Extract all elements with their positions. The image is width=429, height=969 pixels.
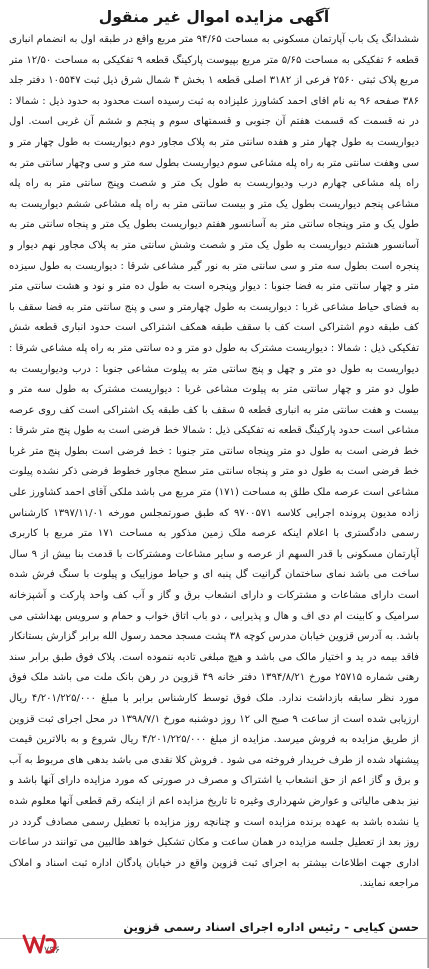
notice-title: آگهی مزایده اموال غیر منقول [98, 8, 330, 26]
page-edge-rule [427, 0, 428, 968]
notice-signature: حسن کیایی - رئیس اداره اجرای اسناد رسمی قزوین [123, 920, 419, 934]
notice-footer [0, 938, 428, 969]
notice-body: ششدانگ یک باب آپارتمان مسکونی به مساحت ۹۴/۶۵ متر مربع واقع در طبقه اول به انضمام انباری قطعه ۶ تفکیکی به مساحت ۵/۶۵ متر مربع بپیوست پارکینگ قطعه ۹ تفکیکی به مساحت ۱۲/۵۰ متر مربع پلاک ثبتی ۲۵۶۰ فرعی از ۳۱۸۲ اصلی قطعه ۱ بخش ۴ شمال شرق ذیل ثبت ۱۰۵۵۴۷ دفتر جلد ۳۸۶ صفحه ۹۶ به نام اقای احمد کشاورز علیزاده به ثبت رسیده است محدود به حدود ذیل : شمالا : در نه قسمت که قسمت هفتم آن جنوبی و قسمتهای سوم و پنجم و ششم آن غربی است. اول دیواریست به طول چهار متر و هفده سانتی متر به پلاک مجاور دوم دیواریست به طول چهار متر و سی وهفت سانتی متر به راه پله مشاعی سوم دیواریست بطول سه متر و سی وچهار سانتی متر به راه پله مشاعی چهارم درب ودیواریست به طول یک متر و شصت وپنج سانتی متر به راه پله مشاعی پنجم دیواریست بطول یک متر و بیست سانتی متر به راه پله مشاعی ششم دیواریست به طول یک و متر وپنجاه سانتی متر به آسانسور هفتم دیواریست بطول یک متر و پنجاه سانتی متر به آسانسور هشتم دیواریست به طول یک متر و شصت وشش سانتی متر به پلاک مجاور نهم دیوار و پنجره است بطول سه متر و سی سانتی متر به نور گیر مشاعی شرقا : دیواریست به طول سیزده متر و چهار سانتی متر به فضا جنوبا : دیوار وپنجره است به طول ده متر و نود و هشت سانتی متر به فضای حیاط مشاعی غربا : دیواریست به طول چهارمتر و سی و پنج سانتی متر به فضا سقف با کف طبقه دوم اشتراکی است کف با سقف طبقه همکف اشتراکی است حدود انباری قطعه شش تفکیکی ذیل : شمالا : دیواریست مشترک به طول دو متر و ده سانتی متر به راه پله مشاعی شرقا : دیواریست به طول دو متر و چهل و پنج سانتی متر به پیلوت مشاعی جنوبا : درب ودیواریست به طول دو متر و چهار سانتی متر به پیلوت مشاعی غربا : دیواریست مشترک به طول سه متر و بیست و هفت سانتی متر به انباری قطعه ۵ سقف با کف طبقه یک اشتراکی است کف روی عرصه مشاعی است حدود پارکینگ قطعه نه تفکیکی ذیل : شمالا خط فرضی است به طول پنج متر شرقا : خط فرضی است به طول دو متر وپنجاه سانتی متر جنوبا : خط فرضی است بطول پنج متر غربا خط فرضی است به طول دو متر و پنجاه سانتی متر سطح مجاور خطوط فرضی ذکر نشده پیلوت مشاعی است عرصه ملک طلق به مساحت (۱۷۱) متر مربع می باشد ملکی آقای احمد کشاورز علی زاده مدیون پرونده اجرایی کلاسه ۹۷۰۰۵۷۱ که طبق صورتمجلس مورخه ۱۳۹۷/۱۱/۰۱ کارشناس رسمی دادگستری با اعلام اینکه عرصه ملک زمین مذکور به مساحت ۱۷۱ متر مربع با کاربری آپارتمان مسکونی با قدر السهم از عرصه و سایر مشاعات ومشترکات با قدمت بنا بیش از ۹ سال ساخت می باشد نمای ساختمان گرانیت گل پنبه ای و حیاط موزاییک و پیلوت با سنگ فرش شده است دارای مشاعات و مشترکات و دارای انشعاب برق و گاز و آب کف واحد پارکت و آشپزخانه سرامیک و کابینت ام دی اف و هال و پذیرایی ، دو باب اتاق خواب و حمام و سرویس بهداشتی می باشد. به آدرس قزوین خیابان مدرس کوچه ۳۸ پشت مسجد محمد رسول الله برابر گزارش بستانکار فاقد بیمه در ید و اختیار مالک می باشد و هیچ مبلغی تادیه ننموده است. پلاک فوق طبق برابر سند رهنی شماره ۲۵۷۱۵ مورخ ۱۳۹۴/۸/۲۱ دفتر خانه ۴۹ قزوین در رهن بانک ملت می باشد ملک فوق مورد نظر سابقه بازداشت ندارد. ملک فوق توسط کارشناس برابر با مبلغ ۴/۲۰۱/۲۲۵/۰۰۰ ریال ارزیابی شده است از ساعت ۹ صبح الی ۱۲ روز دوشنبه مورخ ۱۳۹۸/۷/۱ در محل اجرای ثبت قزوین از طریق مزایده به فروش میرسد. مزایده از مبلغ ۴/۲۰۱/۲۲۵/۰۰۰ ریال شروع و به بالاترین قیمت پیشنهاد شده از طرف خریدار فروخته می شود . فروش کلا نقدی می باشد بدهی های مربوط به آب و برق و گاز اعم از حق انشعاب یا اشتراک و مصرف در صورتی که مورد مزایده دارای آنها باشد و نیز بدهی مالیاتی و عوارض شهرداری وغیره تا تاریخ مزایده اعم از اینکه رقم قطعی آنها معلوم شده یا نشده باشد به عهده برنده مزایده است و چنانچه روز مزایده با تعطیل رسمی مصادف گردد در روز بعد از تعطیل جلسه مزایده در همان ساعت و مکان تشکیل خواهد طالبین می توانند در ساعات اداری جهت اطلاعات بیشتر به اجرای ثبت قزوین واقع در خیابان پادگان اداره ثبت اسناد و املاک مراجعه نمایند. [9, 34, 419, 890]
stamp-icon [20, 930, 60, 960]
notice-serial-number: ۷۹۶ [44, 945, 61, 956]
